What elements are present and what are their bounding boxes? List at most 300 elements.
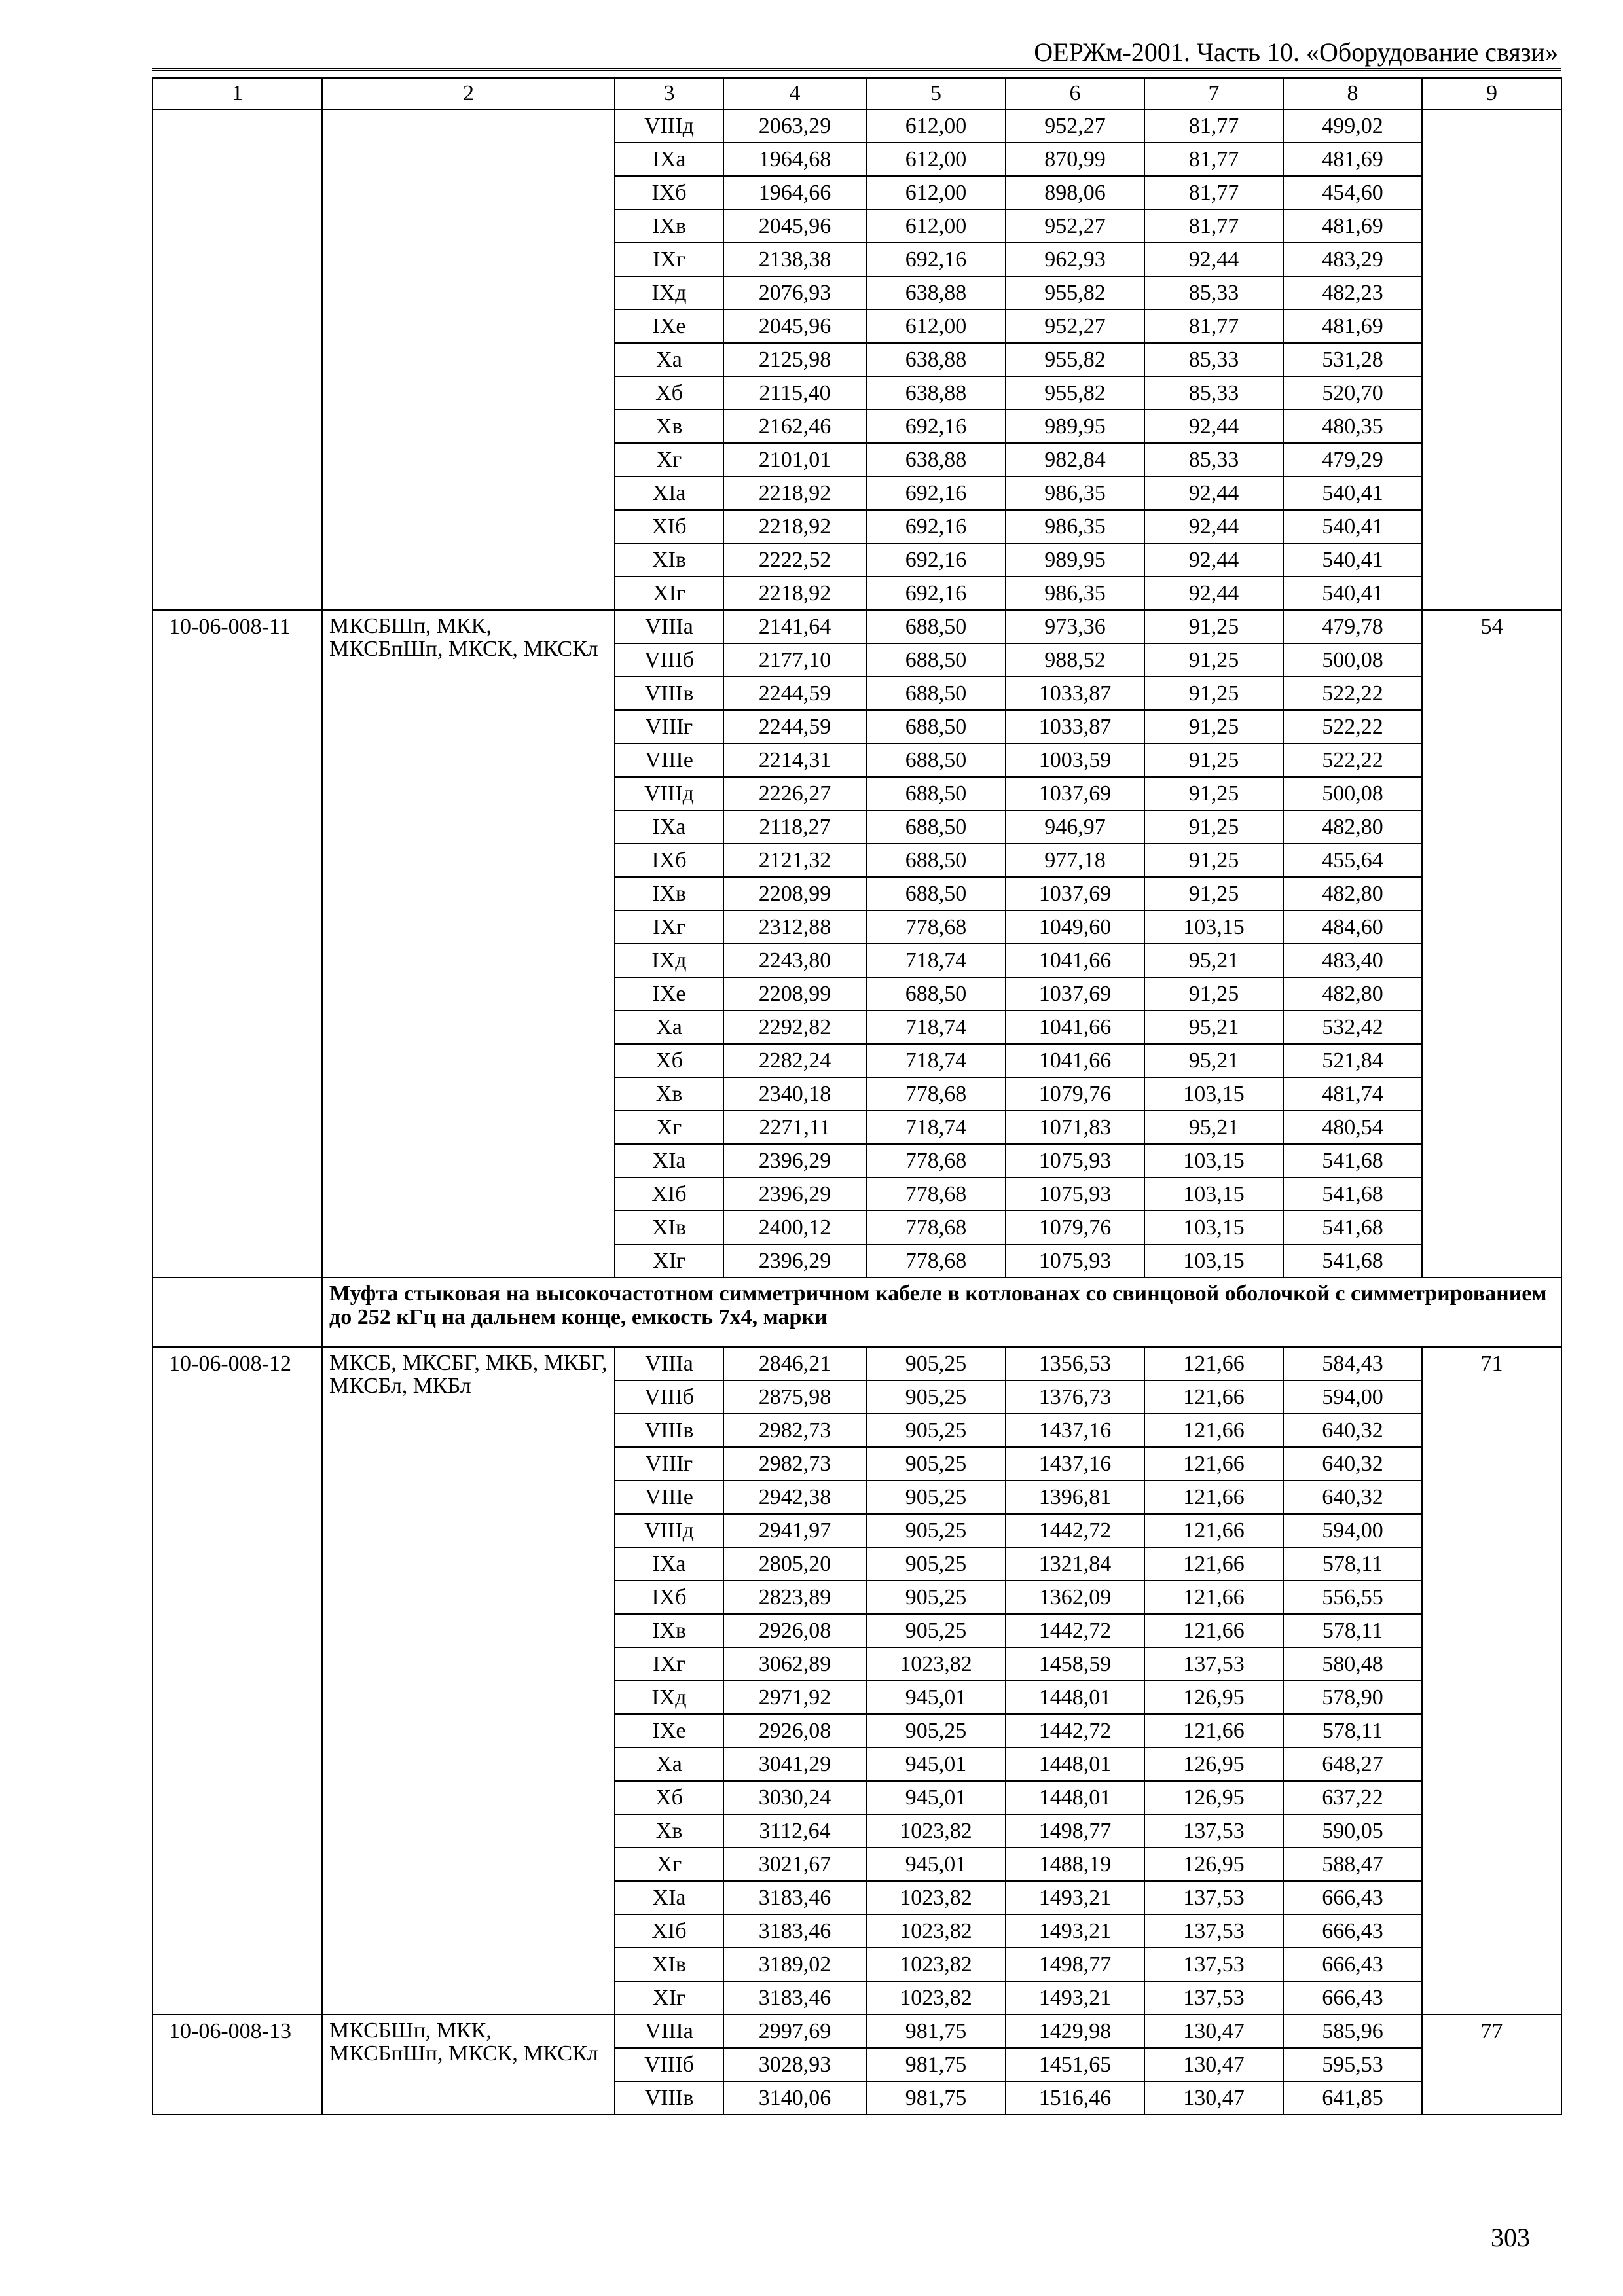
column-number: 6 (1006, 78, 1144, 109)
category-cell: IXг (615, 910, 723, 944)
col4-value: 2115,40 (723, 376, 866, 410)
col6-value: 1033,87 (1006, 710, 1144, 744)
category-cell: Xа (615, 343, 723, 376)
col5-value: 945,01 (866, 1748, 1006, 1781)
col6-value: 986,35 (1006, 476, 1144, 510)
col8-value: 666,43 (1283, 1948, 1422, 1981)
category-cell: XIв (615, 1948, 723, 1981)
col6-value: 946,97 (1006, 810, 1144, 844)
col7-value: 92,44 (1144, 543, 1283, 577)
col6-value: 988,52 (1006, 643, 1144, 677)
col5-value: 688,50 (866, 977, 1006, 1011)
category-cell: XIг (615, 577, 723, 610)
col5-value: 688,50 (866, 610, 1006, 643)
col6-value: 1079,76 (1006, 1211, 1144, 1244)
col8-value: 482,80 (1283, 810, 1422, 844)
table-row (153, 1347, 1561, 1380)
col4-value: 2982,73 (723, 1414, 866, 1447)
col4-value: 2125,98 (723, 343, 866, 376)
col7-value: 103,15 (1144, 1177, 1283, 1211)
col4-value: 3062,89 (723, 1647, 866, 1681)
col8-value: 584,43 (1283, 1347, 1422, 1380)
col7-value: 121,66 (1144, 1714, 1283, 1748)
col6-value: 1033,87 (1006, 677, 1144, 710)
col7-value: 91,25 (1144, 710, 1283, 744)
col6-value: 1442,72 (1006, 1714, 1144, 1748)
category-cell: IXд (615, 276, 723, 310)
col5-value: 638,88 (866, 443, 1006, 476)
column-number: 9 (1422, 78, 1561, 109)
category-cell: IXб (615, 844, 723, 877)
col5-value: 778,68 (866, 1144, 1006, 1177)
col6-value: 1075,93 (1006, 1144, 1144, 1177)
col4-value: 2982,73 (723, 1447, 866, 1480)
col8-value: 666,43 (1283, 1881, 1422, 1914)
category-cell: Xв (615, 1814, 723, 1848)
col8-value: 479,78 (1283, 610, 1422, 643)
rate-code: 10-06-008-12 (153, 1347, 322, 2015)
col8-value: 580,48 (1283, 1647, 1422, 1681)
col4-value: 2846,21 (723, 1347, 866, 1380)
col8-value: 455,64 (1283, 844, 1422, 877)
col7-value: 103,15 (1144, 1244, 1283, 1278)
col7-value: 95,21 (1144, 1011, 1283, 1044)
cable-brands (322, 109, 615, 610)
category-cell: IXа (615, 1547, 723, 1581)
col5-value: 692,16 (866, 243, 1006, 276)
col8-value: 556,55 (1283, 1581, 1422, 1614)
col5-value: 905,25 (866, 1514, 1006, 1547)
col6-value: 1498,77 (1006, 1814, 1144, 1848)
category-cell: XIг (615, 1981, 723, 2015)
col4-value: 2823,89 (723, 1581, 866, 1614)
category-cell: VIIIд (615, 109, 723, 143)
col4-value: 2101,01 (723, 443, 866, 476)
col4-value: 2045,96 (723, 209, 866, 243)
col8-value: 479,29 (1283, 443, 1422, 476)
col6-value: 1498,77 (1006, 1948, 1144, 1981)
col8-value: 481,69 (1283, 143, 1422, 176)
table-row (153, 2015, 1561, 2048)
price-table (152, 77, 1562, 2115)
col5-value: 945,01 (866, 1681, 1006, 1714)
col8-value: 540,41 (1283, 543, 1422, 577)
col4-value: 2118,27 (723, 810, 866, 844)
col8-value: 578,11 (1283, 1614, 1422, 1647)
category-cell: XIб (615, 1914, 723, 1948)
col8-value: 482,80 (1283, 977, 1422, 1011)
col4-value: 2312,88 (723, 910, 866, 944)
col8-value: 541,68 (1283, 1177, 1422, 1211)
col8-value: 483,40 (1283, 944, 1422, 977)
column-number: 2 (322, 78, 615, 109)
col6-value: 989,95 (1006, 543, 1144, 577)
col7-value: 81,77 (1144, 209, 1283, 243)
col9-value (1422, 109, 1561, 610)
page-number: 303 (1491, 2223, 1530, 2252)
category-cell: IXв (615, 1614, 723, 1647)
col9-value: 54 (1422, 610, 1561, 1278)
col4-value: 3041,29 (723, 1748, 866, 1781)
col5-value: 688,50 (866, 710, 1006, 744)
col6-value: 1362,09 (1006, 1581, 1144, 1614)
col8-value: 480,54 (1283, 1111, 1422, 1144)
col7-value: 91,25 (1144, 777, 1283, 810)
col8-value: 481,74 (1283, 1077, 1422, 1111)
col8-value: 590,05 (1283, 1814, 1422, 1848)
col4-value: 3183,46 (723, 1914, 866, 1948)
col4-value: 2063,29 (723, 109, 866, 143)
category-cell: IXе (615, 310, 723, 343)
col8-value: 648,27 (1283, 1748, 1422, 1781)
col7-value: 121,66 (1144, 1614, 1283, 1647)
category-cell: XIа (615, 476, 723, 510)
col7-value: 91,25 (1144, 977, 1283, 1011)
col4-value: 2292,82 (723, 1011, 866, 1044)
col8-value: 594,00 (1283, 1380, 1422, 1414)
col6-value: 870,99 (1006, 143, 1144, 176)
category-cell: Xв (615, 410, 723, 443)
cable-brands: МКСБШп, МКК, МКСБпШп, МКСК, МКСКл (322, 610, 615, 1278)
col5-value: 778,68 (866, 1211, 1006, 1244)
col8-value: 540,41 (1283, 510, 1422, 543)
category-cell: IXа (615, 143, 723, 176)
col7-value: 92,44 (1144, 476, 1283, 510)
category-cell: XIв (615, 543, 723, 577)
category-cell: XIб (615, 510, 723, 543)
col6-value: 955,82 (1006, 376, 1144, 410)
category-cell: VIIIг (615, 1447, 723, 1480)
col8-value: 640,32 (1283, 1480, 1422, 1514)
header-title: ОЕРЖм-2001. Часть 10. «Оборудование связи» (1034, 37, 1558, 67)
col5-value: 612,00 (866, 109, 1006, 143)
col8-value: 481,69 (1283, 209, 1422, 243)
column-number: 3 (615, 78, 723, 109)
col5-value: 612,00 (866, 176, 1006, 209)
category-cell: IXб (615, 1581, 723, 1614)
col7-value: 137,53 (1144, 1914, 1283, 1948)
col9-value: 77 (1422, 2015, 1561, 2115)
col4-value: 2121,32 (723, 844, 866, 877)
col8-value: 666,43 (1283, 1914, 1422, 1948)
col6-value: 1429,98 (1006, 2015, 1144, 2048)
category-cell: Xб (615, 376, 723, 410)
col7-value: 91,25 (1144, 844, 1283, 877)
column-number: 5 (866, 78, 1006, 109)
category-cell: IXд (615, 1681, 723, 1714)
col8-value: 541,68 (1283, 1211, 1422, 1244)
col7-value: 126,95 (1144, 1748, 1283, 1781)
col8-value: 595,53 (1283, 2048, 1422, 2081)
col7-value: 95,21 (1144, 1111, 1283, 1144)
col5-value: 692,16 (866, 510, 1006, 543)
col7-value: 103,15 (1144, 1211, 1283, 1244)
col8-value: 481,69 (1283, 310, 1422, 343)
col4-value: 3112,64 (723, 1814, 866, 1848)
category-cell: Xг (615, 1848, 723, 1881)
col8-value: 540,41 (1283, 476, 1422, 510)
col6-value: 1493,21 (1006, 1914, 1144, 1948)
col4-value: 2942,38 (723, 1480, 866, 1514)
category-cell: VIIIе (615, 744, 723, 777)
col8-value: 578,11 (1283, 1547, 1422, 1581)
col7-value: 91,25 (1144, 677, 1283, 710)
col5-value: 778,68 (866, 1077, 1006, 1111)
col7-value: 92,44 (1144, 577, 1283, 610)
col5-value: 688,50 (866, 844, 1006, 877)
col4-value: 2875,98 (723, 1380, 866, 1414)
category-cell: VIIIв (615, 677, 723, 710)
column-number: 7 (1144, 78, 1283, 109)
table-row (153, 109, 1561, 143)
cable-brands: МКСБШп, МКК, МКСБпШп, МКСК, МКСКл (322, 2015, 615, 2115)
col4-value: 2218,92 (723, 476, 866, 510)
category-cell: IXе (615, 1714, 723, 1748)
col7-value: 121,66 (1144, 1581, 1283, 1614)
col4-value: 2162,46 (723, 410, 866, 443)
col8-value: 666,43 (1283, 1981, 1422, 2015)
col6-value: 955,82 (1006, 343, 1144, 376)
col6-value: 1041,66 (1006, 944, 1144, 977)
col6-value: 1458,59 (1006, 1647, 1144, 1681)
col4-value: 2400,12 (723, 1211, 866, 1244)
category-cell: VIIIа (615, 1347, 723, 1380)
col4-value: 2208,99 (723, 977, 866, 1011)
col6-value: 977,18 (1006, 844, 1144, 877)
col5-value: 1023,82 (866, 1914, 1006, 1948)
col4-value: 2926,08 (723, 1714, 866, 1748)
col4-value: 2218,92 (723, 510, 866, 543)
table-row (153, 610, 1561, 643)
col7-value: 137,53 (1144, 1948, 1283, 1981)
col5-value: 778,68 (866, 1177, 1006, 1211)
col4-value: 2222,52 (723, 543, 866, 577)
col6-value: 986,35 (1006, 510, 1144, 543)
col6-value: 1037,69 (1006, 877, 1144, 910)
col4-value: 2045,96 (723, 310, 866, 343)
col5-value: 905,25 (866, 1447, 1006, 1480)
category-cell: Xа (615, 1011, 723, 1044)
col8-value: 641,85 (1283, 2081, 1422, 2115)
col4-value: 2244,59 (723, 677, 866, 710)
col8-value: 585,96 (1283, 2015, 1422, 2048)
col4-value: 3030,24 (723, 1781, 866, 1814)
col7-value: 92,44 (1144, 410, 1283, 443)
col5-value: 778,68 (866, 1244, 1006, 1278)
category-cell: XIа (615, 1881, 723, 1914)
col7-value: 130,47 (1144, 2015, 1283, 2048)
col6-value: 1037,69 (1006, 777, 1144, 810)
col7-value: 91,25 (1144, 643, 1283, 677)
col5-value: 638,88 (866, 343, 1006, 376)
col6-value: 1041,66 (1006, 1011, 1144, 1044)
col5-value: 718,74 (866, 1011, 1006, 1044)
col6-value: 989,95 (1006, 410, 1144, 443)
col8-value: 522,22 (1283, 744, 1422, 777)
col8-value: 454,60 (1283, 176, 1422, 209)
col8-value: 500,08 (1283, 777, 1422, 810)
category-cell: Xг (615, 443, 723, 476)
col6-value: 955,82 (1006, 276, 1144, 310)
col4-value: 2177,10 (723, 643, 866, 677)
col7-value: 91,25 (1144, 610, 1283, 643)
col4-value: 2138,38 (723, 243, 866, 276)
col7-value: 85,33 (1144, 276, 1283, 310)
table-body (153, 78, 1561, 2115)
col7-value: 103,15 (1144, 1077, 1283, 1111)
col6-value: 1448,01 (1006, 1681, 1144, 1714)
category-cell: Xг (615, 1111, 723, 1144)
col7-value: 85,33 (1144, 376, 1283, 410)
col4-value: 2208,99 (723, 877, 866, 910)
col6-value: 1448,01 (1006, 1748, 1144, 1781)
col7-value: 121,66 (1144, 1414, 1283, 1447)
col5-value: 778,68 (866, 910, 1006, 944)
category-cell: IXг (615, 1647, 723, 1681)
col5-value: 981,75 (866, 2081, 1006, 2115)
col5-value: 1023,82 (866, 1948, 1006, 1981)
col8-value: 499,02 (1283, 109, 1422, 143)
col5-value: 612,00 (866, 310, 1006, 343)
col8-value: 594,00 (1283, 1514, 1422, 1547)
col5-value: 905,25 (866, 1480, 1006, 1514)
col7-value: 130,47 (1144, 2048, 1283, 2081)
col6-value: 1442,72 (1006, 1614, 1144, 1647)
section-empty-cell (153, 1278, 322, 1347)
col7-value: 92,44 (1144, 510, 1283, 543)
col5-value: 905,25 (866, 1547, 1006, 1581)
col5-value: 981,75 (866, 2015, 1006, 2048)
category-cell: IXе (615, 977, 723, 1011)
col5-value: 688,50 (866, 810, 1006, 844)
col8-value: 578,90 (1283, 1681, 1422, 1714)
cable-brands: МКСБ, МКСБГ, МКБ, МКБГ, МКСБл, МКБл (322, 1347, 615, 2015)
col8-value: 578,11 (1283, 1714, 1422, 1748)
col7-value: 81,77 (1144, 176, 1283, 209)
col7-value: 137,53 (1144, 1647, 1283, 1681)
col6-value: 1442,72 (1006, 1514, 1144, 1547)
col6-value: 962,93 (1006, 243, 1144, 276)
col7-value: 85,33 (1144, 343, 1283, 376)
col6-value: 982,84 (1006, 443, 1144, 476)
col4-value: 2243,80 (723, 944, 866, 977)
col6-value: 1037,69 (1006, 977, 1144, 1011)
col6-value: 1376,73 (1006, 1380, 1144, 1414)
column-number: 4 (723, 78, 866, 109)
col6-value: 1079,76 (1006, 1077, 1144, 1111)
col5-value: 688,50 (866, 777, 1006, 810)
category-cell: VIIIд (615, 1514, 723, 1547)
category-cell: VIIIб (615, 643, 723, 677)
col8-value: 482,23 (1283, 276, 1422, 310)
col6-value: 1437,16 (1006, 1414, 1144, 1447)
category-cell: Xа (615, 1748, 723, 1781)
col5-value: 905,25 (866, 1347, 1006, 1380)
col7-value: 121,66 (1144, 1380, 1283, 1414)
col5-value: 718,74 (866, 1044, 1006, 1077)
col4-value: 3021,67 (723, 1848, 866, 1881)
col6-value: 1448,01 (1006, 1781, 1144, 1814)
col8-value: 531,28 (1283, 343, 1422, 376)
rate-code: 10-06-008-11 (153, 610, 322, 1278)
col7-value: 103,15 (1144, 910, 1283, 944)
col4-value: 1964,66 (723, 176, 866, 209)
category-cell: VIIIб (615, 1380, 723, 1414)
col4-value: 3028,93 (723, 2048, 866, 2081)
col5-value: 692,16 (866, 577, 1006, 610)
col5-value: 1023,82 (866, 1981, 1006, 2015)
col6-value: 1437,16 (1006, 1447, 1144, 1480)
col8-value: 541,68 (1283, 1144, 1422, 1177)
category-cell: VIIIд (615, 777, 723, 810)
col7-value: 91,25 (1144, 877, 1283, 910)
col8-value: 532,42 (1283, 1011, 1422, 1044)
col4-value: 2244,59 (723, 710, 866, 744)
col5-value: 981,75 (866, 2048, 1006, 2081)
col6-value: 898,06 (1006, 176, 1144, 209)
col5-value: 905,25 (866, 1380, 1006, 1414)
col8-value: 640,32 (1283, 1447, 1422, 1480)
col5-value: 688,50 (866, 643, 1006, 677)
col5-value: 612,00 (866, 143, 1006, 176)
col5-value: 945,01 (866, 1848, 1006, 1881)
col5-value: 692,16 (866, 476, 1006, 510)
col8-value: 482,80 (1283, 877, 1422, 910)
col7-value: 121,66 (1144, 1447, 1283, 1480)
col6-value: 1321,84 (1006, 1547, 1144, 1581)
col7-value: 121,66 (1144, 1547, 1283, 1581)
col5-value: 1023,82 (866, 1881, 1006, 1914)
col6-value: 1516,46 (1006, 2081, 1144, 2115)
col4-value: 2971,92 (723, 1681, 866, 1714)
col7-value: 95,21 (1144, 944, 1283, 977)
column-number-row (153, 78, 1561, 109)
category-cell: XIа (615, 1144, 723, 1177)
category-cell: VIIIе (615, 1480, 723, 1514)
category-cell: VIIIв (615, 2081, 723, 2115)
col4-value: 2218,92 (723, 577, 866, 610)
col4-value: 2805,20 (723, 1547, 866, 1581)
col8-value: 484,60 (1283, 910, 1422, 944)
col7-value: 85,33 (1144, 443, 1283, 476)
col5-value: 905,25 (866, 1581, 1006, 1614)
col5-value: 688,50 (866, 877, 1006, 910)
category-cell: IXб (615, 176, 723, 209)
col8-value: 500,08 (1283, 643, 1422, 677)
col7-value: 91,25 (1144, 744, 1283, 777)
rate-code: 10-06-008-13 (153, 2015, 322, 2115)
col6-value: 1075,93 (1006, 1244, 1144, 1278)
col4-value: 2941,97 (723, 1514, 866, 1547)
col8-value: 522,22 (1283, 710, 1422, 744)
col8-value: 480,35 (1283, 410, 1422, 443)
col5-value: 688,50 (866, 744, 1006, 777)
category-cell: XIв (615, 1211, 723, 1244)
page-header (152, 38, 1561, 71)
col4-value: 3140,06 (723, 2081, 866, 2115)
col6-value: 1041,66 (1006, 1044, 1144, 1077)
col6-value: 1488,19 (1006, 1848, 1144, 1881)
col8-value: 588,47 (1283, 1848, 1422, 1881)
col4-value: 2396,29 (723, 1177, 866, 1211)
col4-value: 1964,68 (723, 143, 866, 176)
category-cell: XIг (615, 1244, 723, 1278)
col6-value: 1493,21 (1006, 1981, 1144, 2015)
category-cell: IXг (615, 243, 723, 276)
col7-value: 137,53 (1144, 1981, 1283, 2015)
category-cell: VIIIа (615, 610, 723, 643)
col5-value: 905,25 (866, 1714, 1006, 1748)
